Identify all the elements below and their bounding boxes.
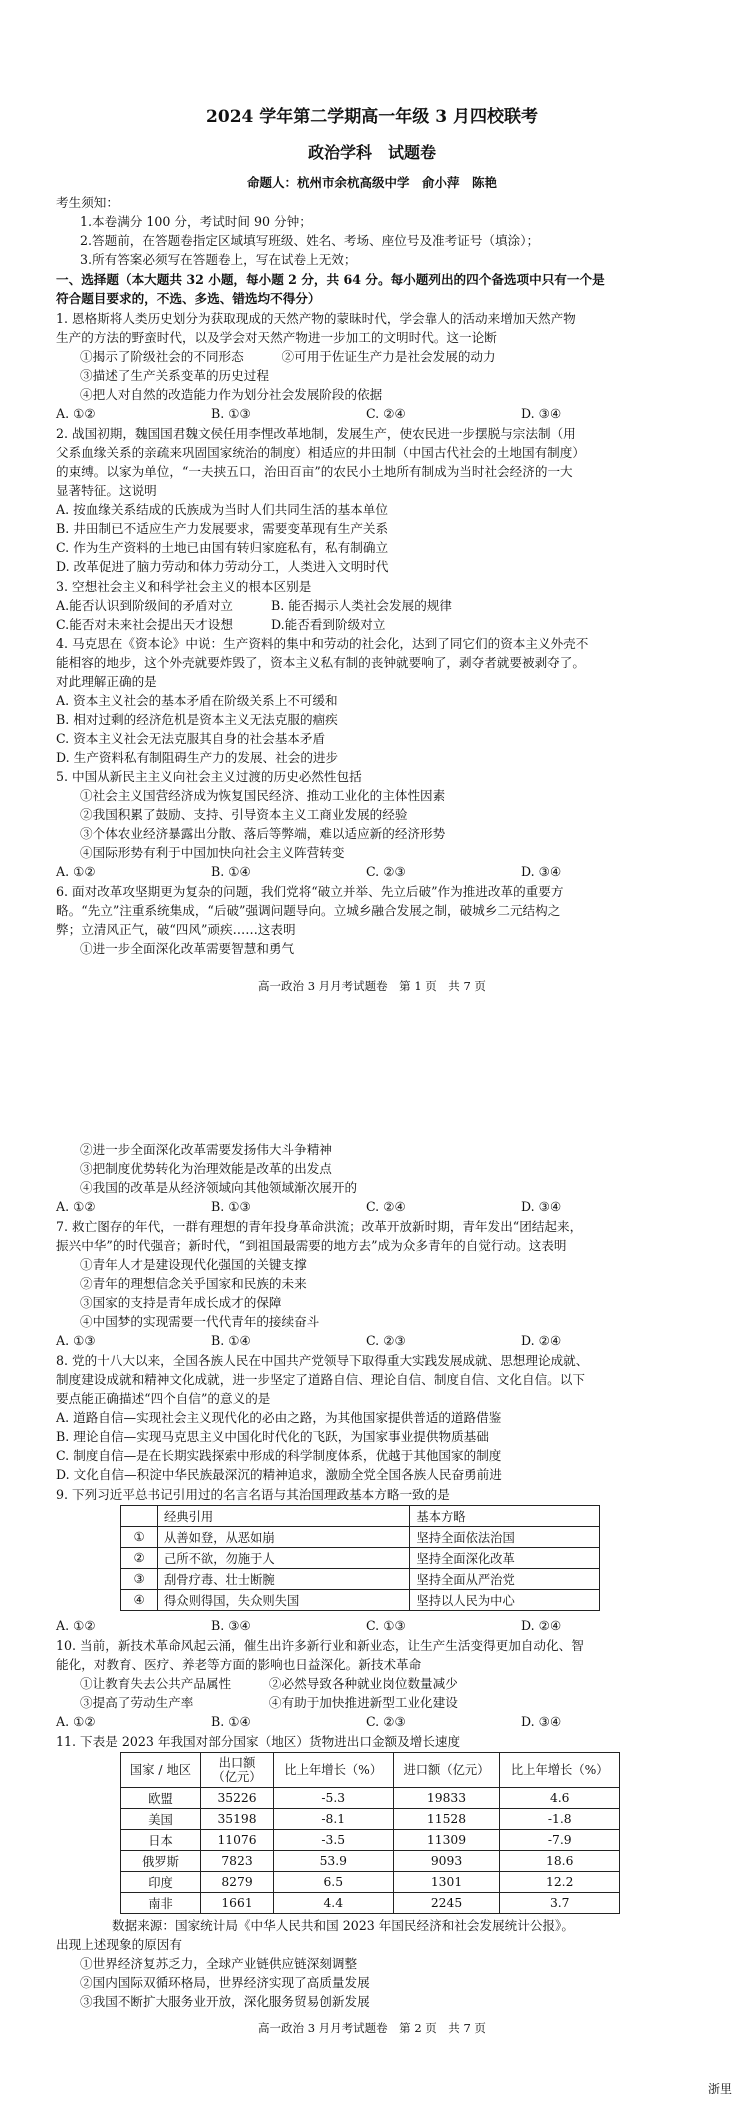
column-header: 基本方略 bbox=[410, 1506, 600, 1527]
q11-stem: 出现上述现象的原因有 bbox=[56, 1937, 182, 1952]
option-b[interactable]: B. ①④ bbox=[211, 864, 251, 879]
exam-title: 2024 学年第二学期高一年级 3 月四校联考 bbox=[206, 107, 538, 127]
page-1 bbox=[0, 0, 744, 1000]
option-a[interactable]: A.能否认识到阶级间的矛盾对立 bbox=[56, 598, 233, 613]
q5-statement: ④国际形势有利于中国加快向社会主义阵营转变 bbox=[80, 845, 345, 860]
q1-statement: ④把人对自然的改造能力作为划分社会发展阶段的依据 bbox=[80, 387, 383, 402]
column-header: 国家 / 地区 bbox=[121, 1753, 201, 1788]
q2-stem: 父系血缘关系的亲疏来巩固国家统治的制度）相适应的井田制（中国古代社会的土地国有制度） bbox=[56, 445, 585, 460]
table-row: 俄罗斯 7823 53.9 9093 18.6 bbox=[121, 1851, 620, 1872]
option-b[interactable]: B. 能否揭示人类社会发展的规律 bbox=[271, 598, 452, 613]
table-row: ③ 刮骨疗毒、壮士断腕 坚持全面从严治党 bbox=[121, 1569, 600, 1590]
option-a[interactable]: A. ①③ bbox=[56, 1333, 96, 1348]
q5-statement: ③个体农业经济暴露出分散、落后等弊端，难以适应新的经济形势 bbox=[80, 826, 446, 841]
section-heading: 一、选择题（本大题共 32 小题，每小题 2 分，共 64 分。每小题列出的四个备选项中只有一个是 bbox=[56, 272, 605, 287]
q8-stem: 制度建设成就和精神文化成就，进一步坚定了道路自信、理论自信、制度自信、文化自信。以下 bbox=[56, 1372, 585, 1387]
table-row: ① 从善如登，从恶如崩 坚持全面依法治国 bbox=[121, 1527, 600, 1548]
q1-stem: 生产的方法的野蛮时代，以及学会对天然产物进一步加工的文明时代。这一论断 bbox=[56, 330, 497, 345]
column-header: 出口额（亿元） bbox=[201, 1753, 274, 1788]
option-d[interactable]: D.能否看到阶级对立 bbox=[271, 617, 386, 632]
q11-statement: ①世界经济复苏乏力，全球产业链供应链深刻调整 bbox=[80, 1956, 358, 1971]
q4-stem: 4. 马克思在《资本论》中说：生产资料的集中和劳动的社会化，达到了同它们的资本主义外壳不 bbox=[56, 636, 589, 651]
q2-option[interactable]: B. 井田制已不适应生产力发展要求，需要变革现有生产关系 bbox=[56, 521, 389, 536]
q8-stem: 要点能正确描述“四个自信”的意义的是 bbox=[56, 1391, 271, 1406]
column-header: 进口额（亿元） bbox=[393, 1753, 500, 1788]
q6-options bbox=[56, 1197, 676, 1216]
q9-table bbox=[120, 1505, 600, 1611]
exam-authors: 命题人：杭州市余杭高级中学 俞小萍 陈艳 bbox=[246, 175, 497, 190]
option-a[interactable]: A. ①② bbox=[56, 1618, 96, 1633]
table-row: ② 己所不欲，勿施于人 坚持全面深化改革 bbox=[121, 1548, 600, 1569]
q11-statement: ②国内国际双循环格局，世界经济实现了高质量发展 bbox=[80, 1975, 370, 1990]
option-d[interactable]: D. ③④ bbox=[521, 1714, 562, 1729]
q5-options bbox=[56, 862, 676, 881]
q2-stem: 2. 战国初期，魏国国君魏文侯任用李悝改革地制，发展生产，使农民进一步摆脱与宗法制（用 bbox=[56, 426, 576, 441]
q1-options bbox=[56, 404, 676, 423]
option-a[interactable]: A. ①② bbox=[56, 406, 96, 421]
table-row: 印度 8279 6.5 1301 12.2 bbox=[121, 1872, 620, 1893]
option-a[interactable]: A. ①② bbox=[56, 1199, 96, 1214]
q6-statement: ③把制度优势转化为治理效能是改革的出发点 bbox=[80, 1161, 332, 1176]
q5-stem: 5. 中国从新民主主义向社会主义过渡的历史必然性包括 bbox=[56, 769, 362, 784]
option-c[interactable]: C. ②④ bbox=[366, 406, 406, 421]
option-b[interactable]: B. ①④ bbox=[211, 1714, 251, 1729]
q4-option[interactable]: C. 资本主义社会无法克服其自身的社会基本矛盾 bbox=[56, 731, 326, 746]
q6-statement: ④我国的改革是从经济领域向其他领域渐次展开的 bbox=[80, 1180, 358, 1195]
q4-option[interactable]: A. 资本主义社会的基本矛盾在阶级关系上不可缓和 bbox=[56, 693, 338, 708]
q11-statement: ③我国不断扩大服务业开放，深化服务贸易创新发展 bbox=[80, 1994, 370, 2009]
option-a[interactable]: A. ①② bbox=[56, 1714, 96, 1729]
q7-stem: 7. 救亡图存的年代，一群有理想的青年投身革命洪流；改革开放新时期，青年发出“团结起来， bbox=[56, 1219, 583, 1234]
q7-statement: ④中国梦的实现需要一代代青年的接续奋斗 bbox=[80, 1314, 320, 1329]
option-c[interactable]: C. ①③ bbox=[366, 1618, 406, 1633]
q6-statement: ②进一步全面深化改革需要发扬伟大斗争精神 bbox=[80, 1142, 332, 1157]
option-c[interactable]: C. ②③ bbox=[366, 1714, 406, 1729]
table-source: 数据来源：国家统计局《中华人民共和国 2023 年国民经济和社会发展统计公报》。 bbox=[112, 1918, 574, 1933]
option-c[interactable]: C. ②③ bbox=[366, 1333, 406, 1348]
q7-stem: 振兴中华”的时代强音；新时代，“到祖国最需要的地方去”成为众多青年的自觉行动。这表明 bbox=[56, 1238, 567, 1253]
q8-option[interactable]: D. 文化自信—积淀中华民族最深沉的精神追求，激励全党全国各族人民奋勇前进 bbox=[56, 1467, 502, 1482]
q3-stem: 3. 空想社会主义和科学社会主义的根本区别是 bbox=[56, 579, 312, 594]
q1-statement: ③描述了生产关系变革的历史过程 bbox=[80, 368, 269, 383]
option-c[interactable]: C.能否对未来社会提出天才设想 bbox=[56, 617, 233, 632]
option-c[interactable]: C. ②④ bbox=[366, 1199, 406, 1214]
option-d[interactable]: D. ②④ bbox=[521, 1333, 562, 1348]
notice-item: 3.所有答案必须写在答题卷上，写在试卷上无效； bbox=[80, 252, 357, 267]
q5-statement: ①社会主义国营经济成为恢复国民经济、推动工业化的主体性因素 bbox=[80, 788, 446, 803]
option-b[interactable]: B. ①③ bbox=[211, 406, 251, 421]
q8-stem: 8. 党的十八大以来，全国各族人民在中国共产党领导下取得重大实践发展成就、思想理论成就、 bbox=[56, 1353, 589, 1368]
page-footer: 高一政治 3 月月考试题卷 第 1 页 共 7 页 bbox=[258, 979, 486, 993]
option-b[interactable]: B. ③④ bbox=[211, 1618, 251, 1633]
q7-statement: ①青年人才是建设现代化强国的关键支撑 bbox=[80, 1257, 307, 1272]
q3-options-row bbox=[56, 615, 676, 634]
q4-option[interactable]: B. 相对过剩的经济危机是资本主义无法克服的痼疾 bbox=[56, 712, 338, 727]
q9-stem: 9. 下列习近平总书记引用过的名言名语与其治国理政基本方略一致的是 bbox=[56, 1487, 450, 1502]
q7-statement: ②青年的理想信念关乎国家和民族的未来 bbox=[80, 1276, 307, 1291]
q5-statement: ②我国积累了鼓励、支持、引导资本主义工商业发展的经验 bbox=[80, 807, 408, 822]
option-d[interactable]: D. ②④ bbox=[521, 1618, 562, 1633]
page-footer: 高一政治 3 月月考试题卷 第 2 页 共 7 页 bbox=[258, 2021, 486, 2035]
q10-stem: 能化，对教育、医疗、养老等方面的影响也日益深化。新技术革命 bbox=[56, 1657, 422, 1672]
q4-stem: 能相容的地步，这个外壳就要炸毁了，资本主义私有制的丧钟就要响了，剥夺者就要被剥夺了。 bbox=[56, 655, 585, 670]
column-header: 经典引用 bbox=[158, 1506, 410, 1527]
notice-item: 2.答题前，在答题卷指定区域填写班级、姓名、考场、座位号及准考证号（填涂）； bbox=[80, 233, 540, 248]
section-heading: 符合题目要求的，不选、多选、错选均不得分） bbox=[56, 291, 321, 306]
table-row: ④ 得众则得国，失众则失国 坚持以人民为中心 bbox=[121, 1590, 600, 1611]
table-row: 南非 1661 4.4 2245 3.7 bbox=[121, 1893, 620, 1914]
notice-item: 1.本卷满分 100 分，考试时间 90 分钟； bbox=[80, 214, 312, 229]
option-b[interactable]: B. ①③ bbox=[211, 1199, 251, 1214]
q1-stem: 1. 恩格斯将人类历史划分为获取现成的天然产物的蒙昧时代，学会靠人的活动来增加天然产物 bbox=[56, 311, 576, 326]
q2-stem: 显著特征。这说明 bbox=[56, 483, 157, 498]
option-c[interactable]: C. ②③ bbox=[366, 864, 406, 879]
q6-statement: ①进一步全面深化改革需要智慧和勇气 bbox=[80, 941, 295, 956]
q10-statement: ①让教育失去公共产品属性 ②必然导致各种就业岗位数量减少 bbox=[80, 1676, 458, 1691]
q2-option[interactable]: A. 按血缘关系结成的氏族成为当时人们共同生活的基本单位 bbox=[56, 502, 388, 517]
table-header bbox=[121, 1753, 620, 1788]
q2-stem: 的束缚。以家为单位，“一夫挟五口，治田百亩”的农民小土地所有制成为当时社会经济的一大 bbox=[56, 464, 573, 479]
q6-stem: 弊；立清风正气，破“四风”顽疾……这表明 bbox=[56, 922, 296, 937]
q4-option[interactable]: D. 生产资料私有制阻碍生产力的发展、社会的进步 bbox=[56, 750, 339, 765]
notice-heading: 考生须知： bbox=[56, 195, 119, 210]
q11-stem: 11. 下表是 2023 年我国对部分国家（地区）货物进出口金额及增长速度 bbox=[56, 1734, 461, 1749]
q7-statement: ③国家的支持是青年成长成才的保障 bbox=[80, 1295, 282, 1310]
q7-options bbox=[56, 1331, 676, 1350]
q8-option[interactable]: C. 制度自信—是在长期实践探索中形成的科学制度体系，优越于其他国家的制度 bbox=[56, 1448, 502, 1463]
table-row: 日本 11076 -3.5 11309 -7.9 bbox=[121, 1830, 620, 1851]
option-a[interactable]: A. ①② bbox=[56, 864, 96, 879]
q8-option[interactable]: B. 理论自信—实现马克思主义中国化时代化的飞跃，为国家事业提供物质基础 bbox=[56, 1429, 489, 1444]
table-row: 欧盟 35226 -5.3 19833 4.6 bbox=[121, 1788, 620, 1809]
q2-option[interactable]: C. 作为生产资料的土地已由国有转归家庭私有，私有制确立 bbox=[56, 540, 389, 555]
q10-stem: 10. 当前，新技术革命风起云涌，催生出许多新行业和新业态，让生产生活变得更加自动化、智 bbox=[56, 1638, 584, 1653]
q8-option[interactable]: A. 道路自信—实现社会主义现代化的必由之路，为其他国家提供普适的道路借鉴 bbox=[56, 1410, 502, 1425]
q11-table bbox=[120, 1752, 620, 1914]
option-d[interactable]: D. ③④ bbox=[521, 406, 562, 421]
table-row: 美国 35198 -8.1 11528 -1.8 bbox=[121, 1809, 620, 1830]
q6-stem: 略。“先立”注重系统集成，“后破”强调问题导向。立城乡融合发展之制，破城乡二元结构之 bbox=[56, 903, 561, 918]
table-header bbox=[121, 1506, 600, 1527]
column-header: 比上年增长（%） bbox=[500, 1753, 620, 1788]
q4-stem: 对此理解正确的是 bbox=[56, 674, 157, 689]
column-header: 比上年增长（%） bbox=[274, 1753, 394, 1788]
option-b[interactable]: B. ①④ bbox=[211, 1333, 251, 1348]
option-d[interactable]: D. ③④ bbox=[521, 864, 562, 879]
q9-options bbox=[56, 1616, 676, 1635]
q2-option[interactable]: D. 改革促进了脑力劳动和体力劳动分工，人类进入文明时代 bbox=[56, 559, 389, 574]
q6-stem: 6. 面对改革攻坚期更为复杂的问题，我们党将“破立并举、先立后破”作为推进改革的重要方 bbox=[56, 884, 564, 899]
q3-options-row bbox=[56, 596, 676, 615]
q10-statement: ③提高了劳动生产率 ④有助于加快推进新型工业化建设 bbox=[80, 1695, 458, 1710]
corner-watermark-text: 浙里 bbox=[707, 2082, 732, 2096]
q1-statement: ①揭示了阶级社会的不同形态 ②可用于佐证生产力是社会发展的动力 bbox=[80, 349, 496, 364]
option-d[interactable]: D. ③④ bbox=[521, 1199, 562, 1214]
page-2 bbox=[0, 1130, 744, 2104]
exam-subtitle: 政治学科 试题卷 bbox=[307, 143, 436, 162]
q10-options bbox=[56, 1712, 676, 1731]
